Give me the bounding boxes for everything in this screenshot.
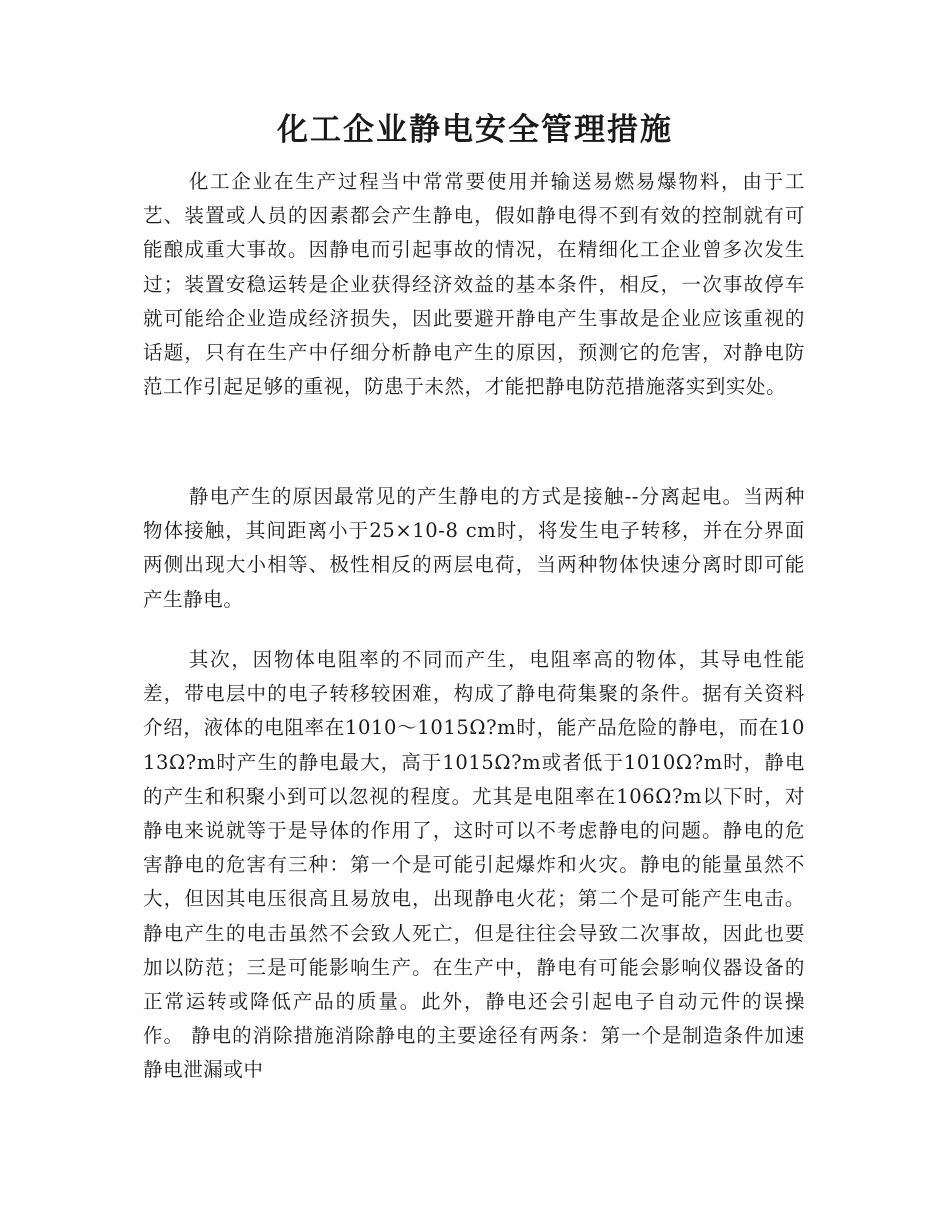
paragraph-intro: 化工企业在生产过程当中常常要使用并输送易燃易爆物料，由于工艺、装置或人员的因素都会产生静电，假如静电得不到有效的控制就有可能酿成重大事故。因静电而引起事故的情况，在精细化工企业曾多次发生过；装置安稳运转是企业获得经济效益的基本条件，相反，一次事故停车就可能给企业造成经济损失，因此要避开静电产生事故是企业应该重视的话题，只有在生产中仔细分析静电产生的原因，预测它的危害，对静电防范工作引起足够的重视，防患于未然，才能把静电防范措施落实到实处。 xyxy=(143,170,805,399)
paragraph-static-causes: 静电产生的原因最常见的产生静电的方式是接触--分离起电。当两种物体接触，其间距离小于25×10-8 cm时，将发生电子转移，并在分界面两侧出现大小相等、极性相反的两层电荷，当两种物体快速分离时即可能产生静电。 xyxy=(143,485,805,611)
paragraph-resistivity-hazards: 其次，因物体电阻率的不同而产生，电阻率高的物体，其导电性能差，带电层中的电子转移较困难，构成了静电荷集聚的条件。据有关资料介绍，液体的电阻率在1010～1015Ω?m时，能产品危险的静电，而在1013Ω?m时产生的静电最大，高于1015Ω?m或者低于1010Ω?m时，静电的产生和积聚小到可以忽视的程度。尤其是电阻率在106Ω?m以下时，对静电来说就等于是导体的作用了，这时可以不考虑静电的问题。静电的危害静电的危害有三种：第一个是可能引起爆炸和火灾。静电的能量虽然不大，但因其电压很高且易放电，出现静电火花；第二个是可能产生电击。静电产生的电击虽然不会致人死亡，但是往往会导致二次事故，因此也要加以防范；三是可能影响生产。在生产中，静电有可能会影响仪器设备的正常运转或降低产品的质量。此外，静电还会引起电子自动元件的误操作。 静电的消除措施消除静电的主要途径有两条：第一个是制造条件加速静电泄漏或中 xyxy=(143,648,805,1082)
document-title: 化工企业静电安全管理措施 xyxy=(277,112,673,148)
